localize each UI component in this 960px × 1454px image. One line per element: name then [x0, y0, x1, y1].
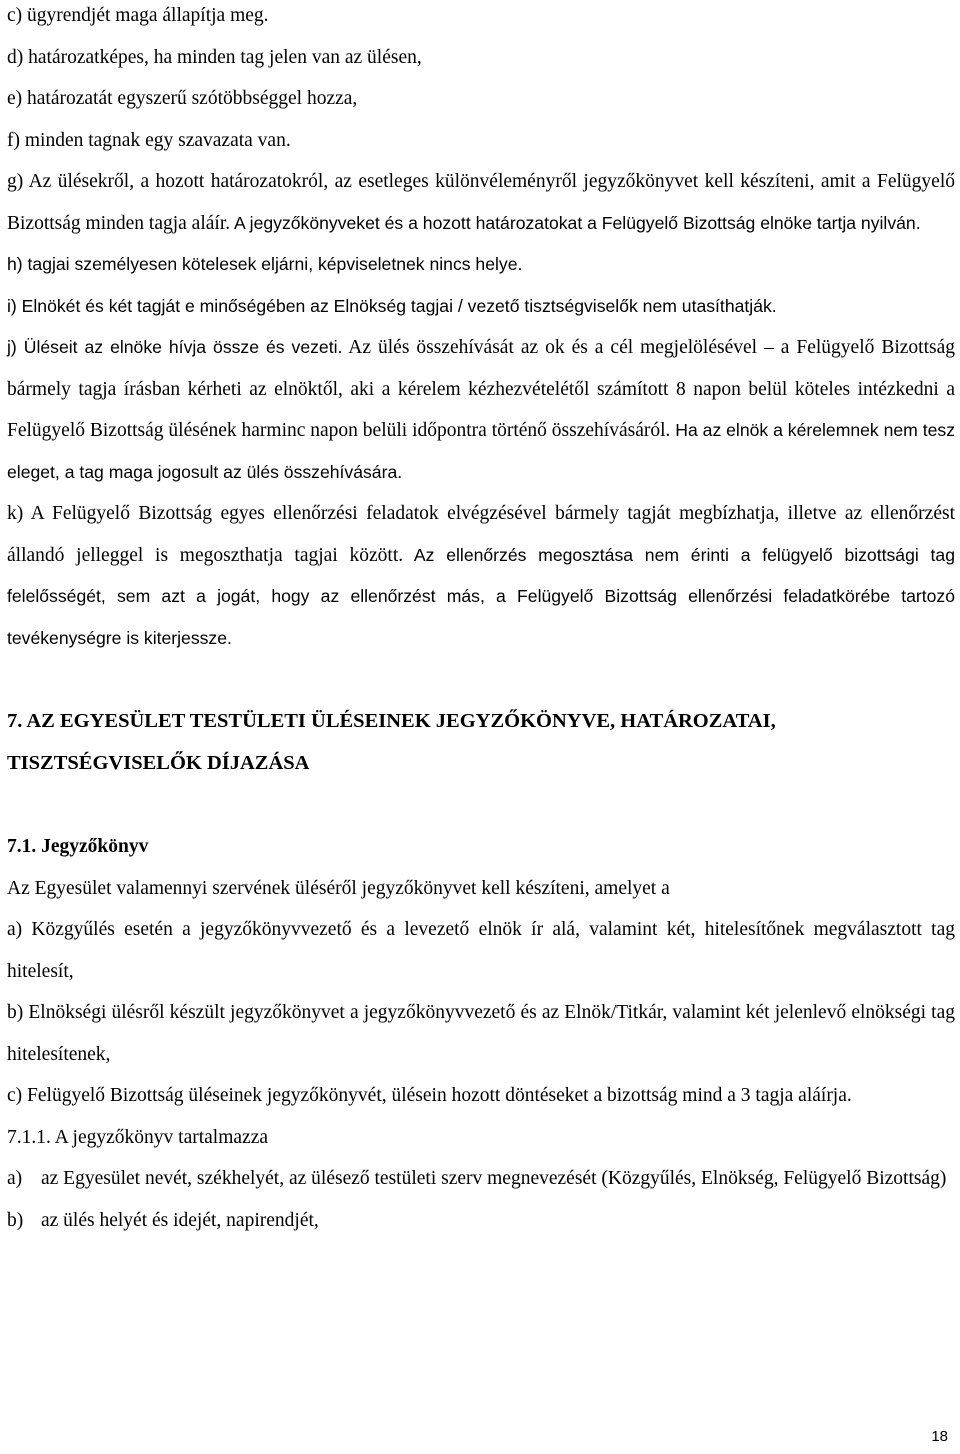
text-line-c: c) ügyrendjét maga állapítja meg. [7, 5, 269, 26]
list-item-text: az Egyesület nevét, székhelyét, az ülésező testületi szerv megnevezését (Közgyűlés, Elnökség, Felügyelő Bizottság) [41, 1168, 947, 1189]
page-number: 18 [931, 1428, 948, 1445]
paragraph-g-part1: g) Az ülésekről, a hozott határozatokról, az esetleges különvéleményről jegyzőkönyvet kell készíteni, amit a Felügyelő Bizottság minden tagja aláír. [7, 171, 955, 234]
paragraph-j-part2: Az ülés összehívását az ok és a cél megjelölésével – a Felügyelő Bizottság bármely tagja írásban kérheti az elnöktől, aki a kérelem kézhezvételétől számított 8 napon belül köteles intézkedni a Felügyelő Bizottság ülésének harminc napon belüli időpontra történő összehívásáról. [7, 337, 955, 441]
section-7-1-intro: Az Egyesület valamennyi szervének üléséről jegyzőkönyvet kell készíteni, amelyet a [7, 877, 670, 899]
section-7-1-1-heading: 7.1.1. A jegyzőkönyv tartalmazza [7, 1126, 269, 1148]
list-item-label: b) [7, 1209, 24, 1231]
section-7-1-item-b: b) Elnökségi ülésről készült jegyzőkönyvet a jegyzőkönyvvezető és az Elnök/Titkár, valamint két jelenlevő elnökségi tag hitelesítenek, [7, 1002, 955, 1065]
paragraph-g-part2: A jegyzőkönyveket és a hozott határozatokat a Felügyelő Bizottság elnöke tartja nyilván. [230, 212, 921, 233]
list-item-label: a) [7, 1168, 23, 1189]
section-7-heading-line2: TISZTSÉGVISELŐK DÍJAZÁSA [7, 751, 310, 774]
section-7-heading-line1: 7. AZ EGYESÜLET TESTÜLETI ÜLÉSEINEK JEGYZŐKÖNYVE, HATÁROZATAI, [7, 710, 776, 732]
text-line-d: d) határozatképes, ha minden tag jelen van az ülésen, [7, 46, 422, 68]
section-7-1-heading: 7.1. Jegyzőkönyv [7, 836, 149, 857]
section-7-1-item-a: a) Közgyűlés esetén a jegyzőkönyvvezető és a levezető elnök ír alá, valamint két, hitelesítőnek megválasztott tag hitelesít, [7, 919, 955, 982]
paragraph-k-part2: Az ellenőrzés megosztása nem érinti a felügyelő bizottsági tag felelősségét, sem azt a jogát, hogy az ellenőrzést más, a Felügyelő Bizottság ellenőrzési feladatkörébe tartozó tevékenységre is kiterjessze. [7, 544, 955, 648]
text-line-i: i) Elnökét és két tagját e minőségében az Elnökség tagjai / vezető tisztségviselők nem utasíthatják. [7, 295, 777, 316]
list-item-text: az ülés helyét és idejét, napirendjét, [41, 1209, 319, 1231]
list-item [7, 1158, 955, 1200]
section-7-1-item-c: c) Felügyelő Bizottság üléseinek jegyzőkönyvét, ülésein hozott döntéseket a bizottság mind a 3 tagja aláírja. [7, 1085, 852, 1106]
paragraph-k [7, 493, 955, 659]
paragraph-j [7, 327, 955, 493]
text-line-h: h) tagjai személyesen kötelesek eljárni, képviseletnek nincs helye. [7, 254, 523, 274]
paragraph-g [7, 161, 955, 244]
text-line-e: e) határozatát egyszerű szótöbbséggel hozza, [7, 88, 358, 109]
paragraph-j-part3: Ha az elnök a kérelemnek nem tesz eleget, a tag maga jogosult az ülés összehívására. [7, 420, 955, 482]
text-line-f: f) minden tagnak egy szavazata van. [7, 129, 291, 151]
paragraph-k-part1: k) A Felügyelő Bizottság egyes ellenőrzési feladatok elvégzésével bármely tagját megbízhatja, illetve az ellenőrzést állandó jelleggel is megoszthatja tagjai között. [7, 503, 955, 566]
document-page [7, 0, 955, 1241]
list-item [7, 1200, 955, 1242]
paragraph-j-part1: j) Üléseit az elnöke hívja össze és vezeti. [7, 337, 343, 357]
